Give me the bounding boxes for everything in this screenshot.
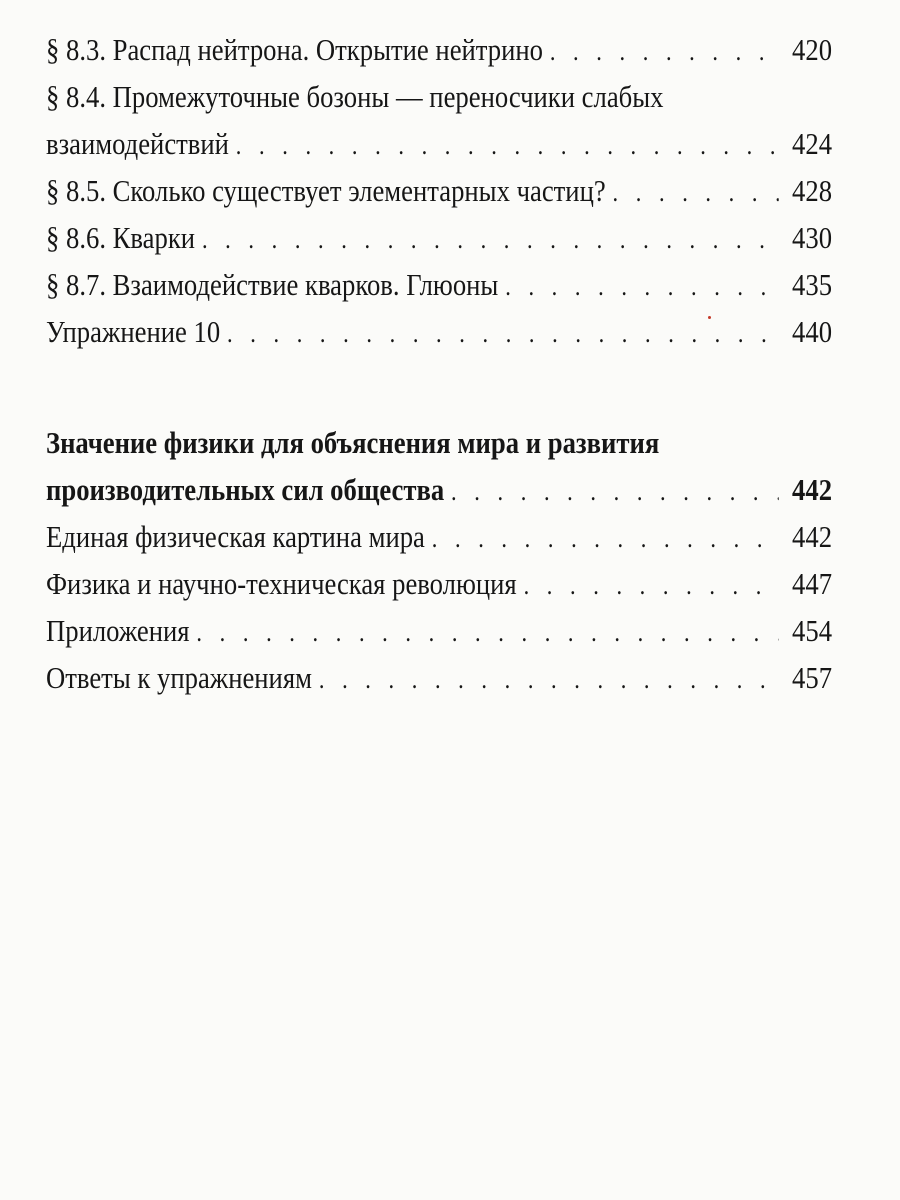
toc-entry-page: 447 <box>792 566 833 601</box>
toc-entry-page: 424 <box>792 126 833 161</box>
dot-leader <box>227 310 779 357</box>
toc-entry-page: 457 <box>792 660 833 695</box>
toc-entry-title: взаимодействий <box>46 126 229 161</box>
toc-entry-page: 454 <box>792 613 833 648</box>
toc-entry-title: Приложения <box>46 613 190 648</box>
toc-entry-page: 428 <box>792 173 833 208</box>
toc-entry-title: § 8.4. Промежуточные бозоны — переносчики слабых <box>46 79 664 114</box>
toc-entry-page: 430 <box>792 220 833 255</box>
dot-leader <box>319 656 779 703</box>
toc-entry-title: Физика и научно-техническая революция <box>46 566 517 601</box>
toc-entry <box>46 73 832 120</box>
toc-entry-page: 442 <box>792 519 833 554</box>
toc-entry-title: Единая физическая картина мира <box>46 519 425 554</box>
toc-chapter-heading <box>46 419 832 466</box>
toc-entry-page: 435 <box>792 267 833 302</box>
table-of-contents <box>46 26 832 701</box>
dot-leader <box>451 468 779 515</box>
dot-leader <box>613 169 779 216</box>
toc-entry <box>46 513 832 560</box>
toc-entry <box>46 607 832 654</box>
dot-leader <box>236 122 779 169</box>
toc-entry-title: § 8.3. Распад нейтрона. Открытие нейтрино <box>46 32 543 67</box>
dot-leader <box>505 263 778 310</box>
toc-entry-title: § 8.5. Сколько существует элементарных частиц? <box>46 173 606 208</box>
toc-entry-continuation <box>46 120 832 167</box>
toc-entry <box>46 560 832 607</box>
toc-chapter-heading-continuation <box>46 466 832 513</box>
toc-entry <box>46 654 832 701</box>
toc-chapter-title: Значение физики для объяснения мира и развития <box>46 425 660 460</box>
dot-leader <box>196 609 778 656</box>
dot-leader <box>524 562 779 609</box>
toc-entry <box>46 308 832 355</box>
dot-leader <box>432 515 779 562</box>
toc-entry-title: Упражнение 10 <box>46 314 221 349</box>
toc-chapter-title: производительных сил общества <box>46 472 445 507</box>
toc-entry-page: 420 <box>792 32 833 67</box>
toc-entry <box>46 214 832 261</box>
toc-entry-title: § 8.6. Кварки <box>46 220 196 255</box>
toc-entry-title: Ответы к упражнениям <box>46 660 312 695</box>
toc-entry <box>46 26 832 73</box>
toc-entry <box>46 261 832 308</box>
toc-entry-page: 442 <box>792 472 833 507</box>
dot-leader <box>550 28 779 75</box>
section-gap <box>46 355 832 419</box>
toc-entry <box>46 167 832 214</box>
dot-leader <box>202 216 779 263</box>
toc-entry-page: 440 <box>792 314 833 349</box>
toc-entry-title: § 8.7. Взаимодействие кварков. Глюоны <box>46 267 499 302</box>
